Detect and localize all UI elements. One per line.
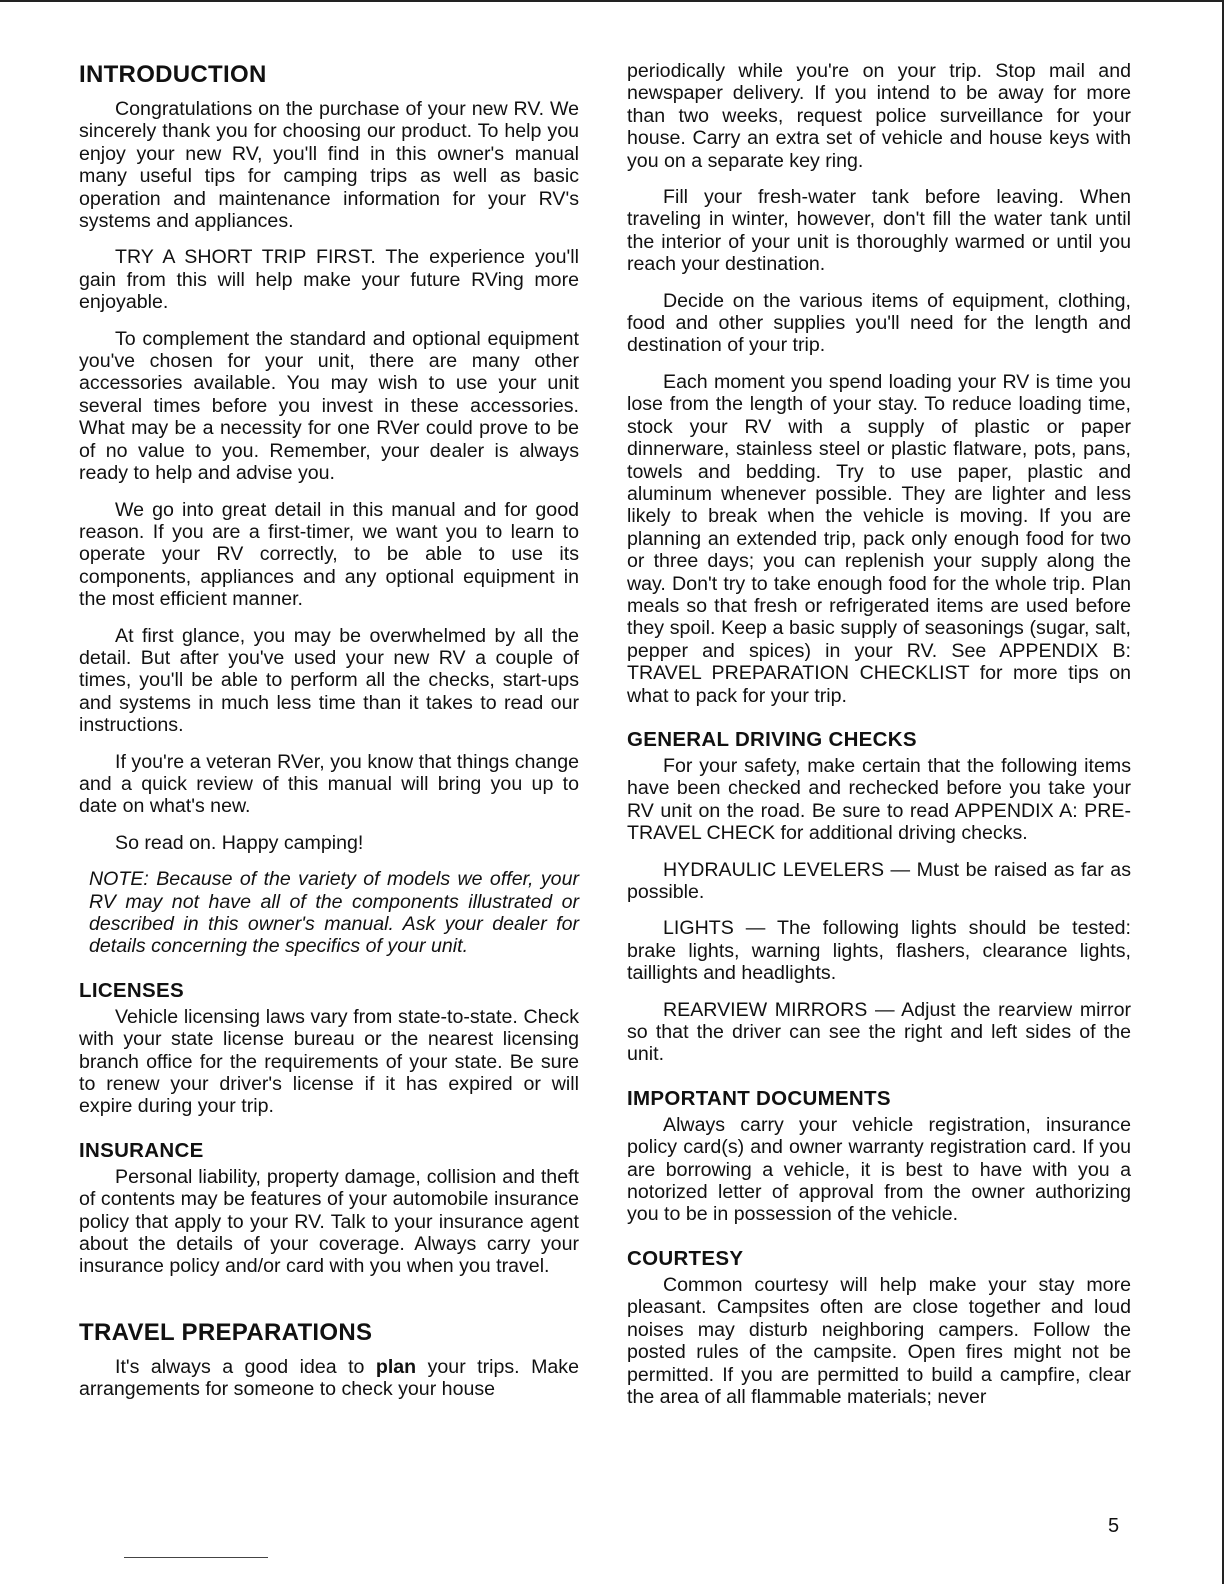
page-number: 5 [1108,1515,1120,1537]
travel-continuation-paragraph: periodically while you're on your trip. Stop mail and newspaper delivery. If you intend to be away for more than two weeks, request police surveillance for your house. Carry an extra set of vehicle and house keys with you on a separate key ring. [627,60,1131,172]
courtesy-heading: COURTESY [627,1246,744,1270]
intro-paragraph-2: TRY A SHORT TRIP FIRST. The experience you'll gain from this will help make your future RVing more enjoyable. [79,246,579,314]
travel-preparations-heading: TRAVEL PREPARATIONS [79,1318,373,1346]
travel-paragraph-water: Fill your fresh-water tank before leaving. When traveling in winter, however, don't fill the water tank until the interior of your unit is thoroughly warmed or until you reach your destination. [627,186,1131,276]
driving-checks-paragraph-3: LIGHTS — The following lights should be tested: brake lights, warning lights, flashers, clearance lights, taillights and headlights. [627,917,1131,985]
intro-paragraph-1: Congratulations on the purchase of your new RV. We sincerely thank you for choosing our product. To help you enjoy your new RV, you'll find in this owner's manual many useful tips for camping trips as well as basic operation and maintenance information for your RV's systems and appliances. [79,98,579,233]
intro-paragraph-6: If you're a veteran RVer, you know that things change and a quick review of this manual will bring you up to date on what's new. [79,750,579,818]
intro-note: NOTE: Because of the variety of models we offer, your RV may not have all of the components illustrated or described in this owner's manual. Ask your dealer for details concerning the specifics of your unit. [89,868,579,958]
licenses-heading: LICENSES [79,978,184,1002]
introduction-heading: INTRODUCTION [79,61,267,88]
travel-paragraph-loading: Each moment you spend loading your RV is time you lose from the length of your stay. To reduce loading time, stock your RV with a supply of plastic or paper dinnerware, stainless steel or plastic flatware, pots, pans, towels and bedding. Try to use paper, plastic and aluminum whenever possible. They are lighter and less likely to break when the vehicle is moving. If you are planning an extended trip, pack only enough food for two or three days; you can replenish your supply along the way. Don't try to take enough food for the whole trip. Plan meals so that fresh or refrigerated items are used before they spoil. Keep a basic supply of seasonings (sugar, salt, pepper and spices) in your RV. See APPENDIX B: TRAVEL PREPARATION CHECKLIST for more tips on what to pack for your trip. [627,370,1131,707]
travel-para-end: your trips. Make arrangements for someone to check your house [79,1355,579,1401]
driving-checks-paragraph-1: For your safety, make certain that the following items have been checked and rechecked before you take your RV unit on the road. Be sure to read APPENDIX A: PRE-TRAVEL CHECK for additional driving checks. [627,754,1131,845]
right-column [627,60,1131,1422]
insurance-paragraph: Personal liability, property damage, collision and theft of contents may be features of your automobile insurance policy that apply to your RV. Talk to your insurance agent about the details of your coverage. Always carry your insurance policy and/or card with you when you travel. [79,1165,579,1278]
left-column [79,60,579,1415]
intro-paragraph-7: So read on. Happy camping! [115,831,364,854]
important-documents-paragraph: Always carry your vehicle registration, insurance policy card(s) and owner warranty registration card. If you are borrowing a vehicle, it is best to have with you a notorized letter of approval from the owner authorizing you to be in possession of the vehicle. [627,1113,1131,1226]
intro-paragraph-3: To complement the standard and optional equipment you've chosen for your unit, there are many other accessories available. You may wish to use your unit several times before you invest in these accessories. What may be a necessity for one RVer could prove to be of no value to you. Remember, your dealer is always ready to help and advise you. [79,327,579,485]
travel-preparations-paragraph [79,1356,579,1401]
courtesy-paragraph: Common courtesy will help make your stay more pleasant. Campsites often are close together and loud noises may disturb neighboring campers. Follow the posted rules of the campsite. Open fires might not be permitted. If you are permitted to build a campfire, clear the area of all flammable materials; never [627,1273,1131,1408]
intro-paragraph-5: At first glance, you may be overwhelmed by all the detail. But after you've used your new RV a couple of times, you'll be able to perform all the checks, start-ups and systems in much less time than it takes to read our instructions. [79,624,579,737]
driving-checks-paragraph-2: HYDRAULIC LEVELERS — Must be raised as far as possible. [627,858,1131,903]
important-documents-heading: IMPORTANT DOCUMENTS [627,1086,891,1110]
bottom-rule [124,1557,268,1558]
travel-para-start: It's always a good idea to [115,1355,376,1378]
intro-paragraph-4: We go into great detail in this manual and for good reason. If you are a first-timer, we want you to learn to operate your RV correctly, to be able to use its components, appliances and any optional equipment in the most efficient manner. [79,498,579,611]
travel-para-bold: plan [375,1355,417,1378]
insurance-heading: INSURANCE [79,1138,204,1162]
travel-paragraph-equipment: Decide on the various items of equipment, clothing, food and other supplies you'll need for the length and destination of your trip. [627,289,1131,357]
driving-checks-paragraph-4: REARVIEW MIRRORS — Adjust the rearview mirror so that the driver can see the right and left sides of the unit. [627,998,1131,1066]
licenses-paragraph: Vehicle licensing laws vary from state-to-state. Check with your state license bureau or the nearest licensing branch office for the requirements of your state. Be sure to renew your driver's license if it has expired or will expire during your trip. [79,1005,579,1118]
general-driving-checks-heading: GENERAL DRIVING CHECKS [627,727,917,751]
